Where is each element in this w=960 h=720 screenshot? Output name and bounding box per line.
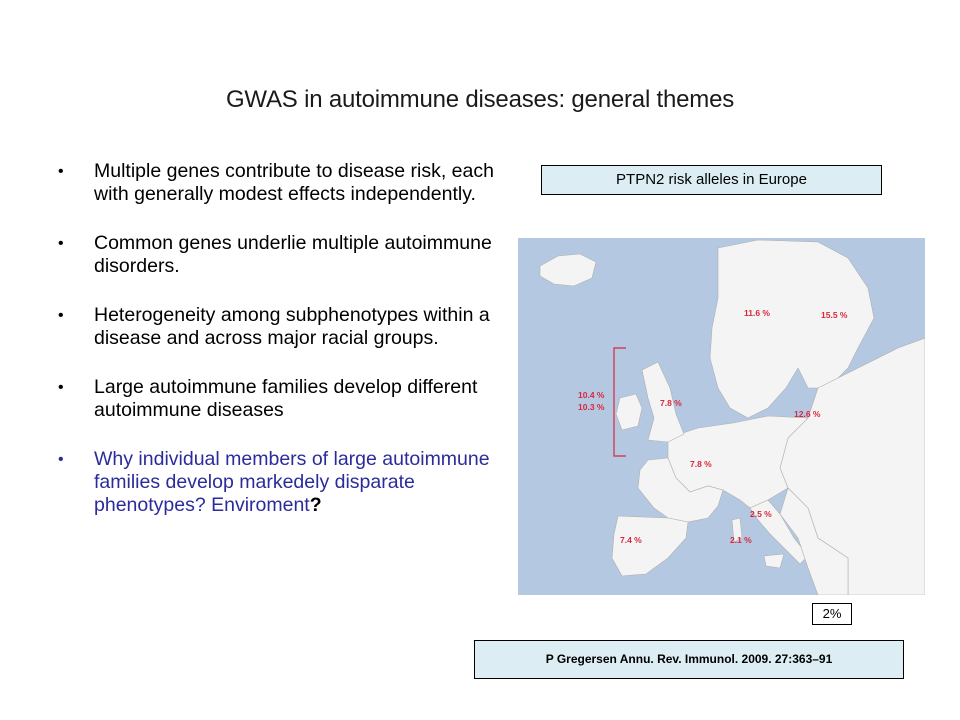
bullet-marker: • [58, 379, 64, 396]
bullet-text: Large autoimmune families develop different autoimmune diseases [94, 376, 478, 421]
label-france: 7.8 % [690, 459, 712, 469]
bullet-item [58, 160, 498, 206]
legend-value-box: 2% [812, 603, 852, 625]
slide-title: GWAS in autoimmune diseases: general themes [225, 86, 735, 113]
citation-box: P Gregersen Annu. Rev. Immunol. 2009. 27:363–91 [474, 640, 904, 679]
bullet-item-question [58, 448, 498, 517]
bullet-item [58, 304, 498, 350]
bullet-item [58, 376, 498, 422]
question-text: Why individual members of large autoimmune families develop markedely disparate phenotypes? Enviroment [94, 448, 490, 516]
map-title-box: PTPN2 risk alleles in Europe [541, 165, 882, 195]
label-italy-north: 2.5 % [750, 509, 772, 519]
label-finland: 15.5 % [821, 310, 848, 320]
bullet-text: Multiple genes contribute to disease risk, each with generally modest effects independently. [94, 160, 494, 205]
label-norway: 11.6 % [744, 308, 770, 318]
bullet-list [58, 160, 498, 543]
ireland-shape [616, 394, 642, 430]
label-eastern: 12.6 % [794, 409, 821, 419]
bullet-marker: • [58, 163, 64, 180]
question-mark: ? [309, 494, 322, 516]
europe-map-graphic [518, 238, 925, 595]
europe-map [518, 238, 925, 595]
bullet-marker: • [58, 451, 64, 468]
bullet-marker: • [58, 307, 64, 324]
label-ireland-a: 10.4 % [578, 390, 605, 400]
bullet-text: Common genes underlie multiple autoimmune disorders. [94, 232, 492, 277]
label-uk: 7.8 % [660, 398, 682, 408]
label-italy-south: 2.1 % [730, 535, 752, 545]
label-ireland-b: 10.3 % [578, 402, 605, 412]
bullet-marker: • [58, 235, 64, 252]
bullet-text: Heterogeneity among subphenotypes within a disease and across major racial groups. [94, 304, 490, 349]
label-spain: 7.4 % [620, 535, 642, 545]
bullet-item [58, 232, 498, 278]
